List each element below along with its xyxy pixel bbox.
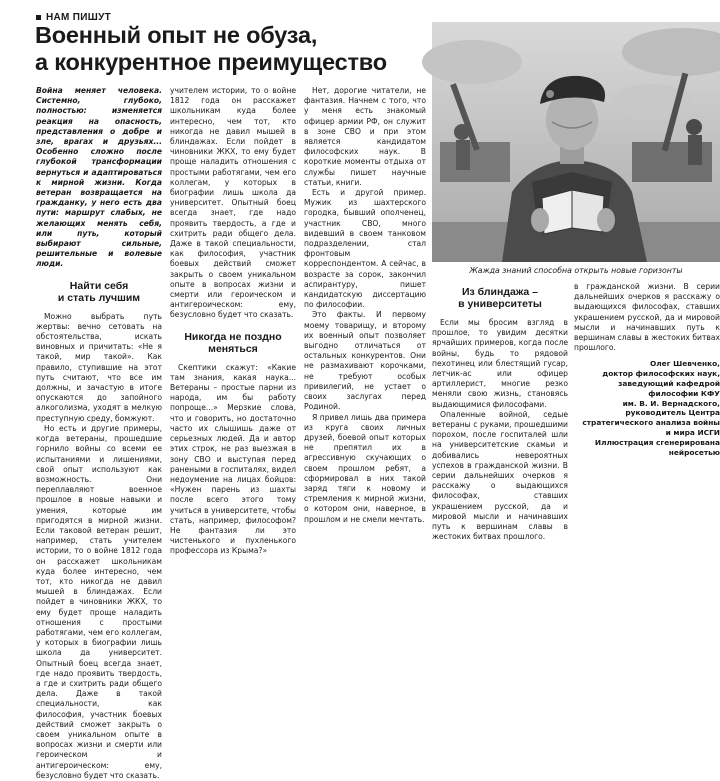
section-3-paragraph: Если мы бросим взгляд в прошлое, то увидим десятки ярчайших примеров, когда после войны, будь то рядовой пехотинец или блестящий гусар, летчик-ас или офицер артиллерист, многие резко меняли свою жизнь, становясь выдающимися философами. [432, 318, 568, 409]
article-column-4 [432, 282, 568, 542]
article-photo [432, 22, 720, 262]
section-3-heading [432, 286, 568, 310]
section-1-heading-line-2: и стать лучшим [57, 291, 141, 304]
section-2-paragraph: Нет, дорогие читатели, не фантазия. Начнем с того, что у меня есть знакомый офицер армии РФ, он служит в зоне СВО и при этом является кандидатом философских наук. В короткие моменты отдыха от службы пишет научные статьи, книги. [304, 86, 426, 187]
headline [35, 22, 430, 76]
section-2-paragraph: Я привел лишь два примера из круга своих личных друзей, боевой опыт которых не препятил их в агрессивную скучающих о своем прошлом ребят, а сформировал в них такой заряд тяги к новому и стремления к мирной жизни, о котором они, наверное, в прошлом и не смели мечтать. [304, 412, 426, 524]
section-2-paragraph: Это факты. И первому моему товарищу, и второму их военный опыт позволяет выгодно отличаться от остальных конкурентов. Они не размахивают корочками, не требуют особых привилегий, не устает о своих заслугах перед Родиной. [304, 310, 426, 412]
section-1-paragraph: Можно выбрать путь жертвы: вечно сетовать на обстоятельства, искать виновных и причитать: «Не я такой, мир такой». Как правило, ступившие на этот путь считают, что все им должны, и зачастую в итоге опускаются до запойного алкоголизма, уходят в мелкую преступную среду, бомжуют. [36, 311, 162, 423]
section-1-heading [36, 280, 162, 304]
article-column-5 [574, 282, 720, 480]
rubric-label: НАМ ПИШУТ [46, 12, 112, 23]
author-title: стратегического анализа войны [582, 418, 720, 428]
section-3-paragraph: Опаленные войной, седые ветераны с руками, прошедшими порохом, после госпиталей шли на университетские скамьи и добивались невероятных успехов в гражданской жизни. В серии дальнейших очерков я расскажу о выдающихся философах, ставших украшением русской, да и мировой мысли и начинавших путь к вершинам славы в жестоких битвах прошлого. [432, 409, 568, 542]
article-column-2 [170, 86, 296, 556]
soldier-reading-illustration [432, 22, 720, 262]
author-signature [574, 359, 720, 457]
author-title: философии КФУ [648, 388, 720, 398]
section-1-paragraph: Но есть и другие примеры, когда ветераны, прошедшие горнило войны со всеми ее испытаниями и лишениями, свой опыт используют как возможность. Они переплавляют военное прошлое в новые навыки и умения, которые им пригодятся в мирной жизни. Если таковой ветеран решит, например, стать учителем истории, то о войне 1812 года он расскажет школьникам куда более интересно, чем тот, кто никогда не давил мышей в блиндажах. Если пойдет в чиновники ЖКХ, то ему будет проще наладить отношения с простыми работягами, чем его коллегам, у которых в биографии лишь школа да университет. Опытный боец всегда знает, где надо проявить твердость, а где и схитрить ради общего дела. Даже в такой специальности, как философия, участник боевых действий сможет закрыть о своем уникальном опыте в вопросах жизни и смерти или героическом и антигероическом: ему, безусловно будет что сказать. [36, 423, 162, 780]
headline-line-1: Военный опыт не обуза, [35, 22, 318, 48]
section-2-paragraph: Есть и другой пример. Мужик из шахтерского городка, бывший ополченец, участник СВО, много видевший в своем танковом подразделении, стал фронтовым корреспондентом. А сейчас, в возрасте за сорок, закончил аспирантуру, пишет кандидатскую диссертацию по философии. [304, 188, 426, 310]
section-3-heading-line-2: в университеты [458, 298, 542, 310]
photo-caption: Жажда знаний способна открыть новые горизонты [469, 266, 683, 275]
article-column-3 [304, 86, 426, 524]
section-2-paragraph: Скептики скажут: «Какие там знания, какая наука... Ветераны – простые парни из народа, им бы работу попроще...» Мерзкие слова, что и говорить, но достаточно часто их слышишь даже от серьезных людей. Да и автор этих строк, не раз выезжая в зону СВО и выступая перед ранеными в госпиталях, видел недоумение на лицах бойцов: «Нужен парень из шахты после всего этого тому учиться в университете, чтобы стать, например, философом? Не фантазия ли это чистенького и пухленького профессора из Крыма?» [170, 362, 296, 556]
section-1-paragraph-continued: учителем истории, то о войне 1812 года он расскажет школьникам куда более интересно, чем тот, кто никогда не давил мышей в блиндажах. Если пойдет в чиновники ЖКХ, то ему будет проще наладить отношения с простыми работягами, чем его коллегам, у которых в биографии лишь школа да университет. Опытный боец всегда знает, где надо проявить твердость, а где и схитрить ради общего дела. Даже в такой специальности, как философия, участник боевых действий сможет закрыть о своем уникальном опыте в вопросах жизни и смерти или героическом и антигероическом: ему, безусловно будет что сказать. [170, 86, 296, 320]
section-3-heading-line-1: Из блиндажа – [461, 286, 539, 298]
section-3-paragraph-continued: в гражданской жизни. В серии дальнейших очерков я расскажу о выдающихся философах, ставших украшением русской, да и мировой мысли и начинавших путь к вершинам славы в жестоких битвах прошлого. [574, 282, 720, 353]
author-name: Олег Шевченко, [649, 359, 720, 369]
section-2-heading [170, 331, 296, 355]
section-1-heading-line-1: Найти себя [69, 279, 129, 292]
illustration-credit: нейросетью [668, 447, 720, 457]
lead-paragraph: Война меняет человека. Системно, глубоко, полностью: изменяется реакция на опасность, представления о добре и зле, врагах и друзьях... Особенно сложно после глубокой трансформации вернуться и адаптироваться к мирной жизни. Когда ветеран возвращается на гражданку, у него есть два пути: маршрут слабых, не желающих менять себя, или путь, который выбирают сильные, решительные и волевые люди. [36, 86, 162, 269]
illustration-credit: Иллюстрация сгенерирована [594, 437, 720, 447]
author-title: им. В. И. Вернадского, [622, 398, 720, 408]
section-2-heading-line-2: меняться [208, 342, 258, 355]
rubric-square-icon [36, 15, 41, 20]
section-2-heading-line-1: Никогда не поздно [184, 330, 282, 343]
author-title: руководитель Центра [625, 408, 720, 418]
headline-line-2: а конкурентное преимущество [35, 49, 387, 75]
author-title: доктор философских наук, [602, 369, 720, 379]
author-title: и мира ИСГИ [665, 428, 720, 437]
author-title: заведующий кафедрой [618, 379, 720, 389]
article-column-1 [36, 86, 162, 780]
